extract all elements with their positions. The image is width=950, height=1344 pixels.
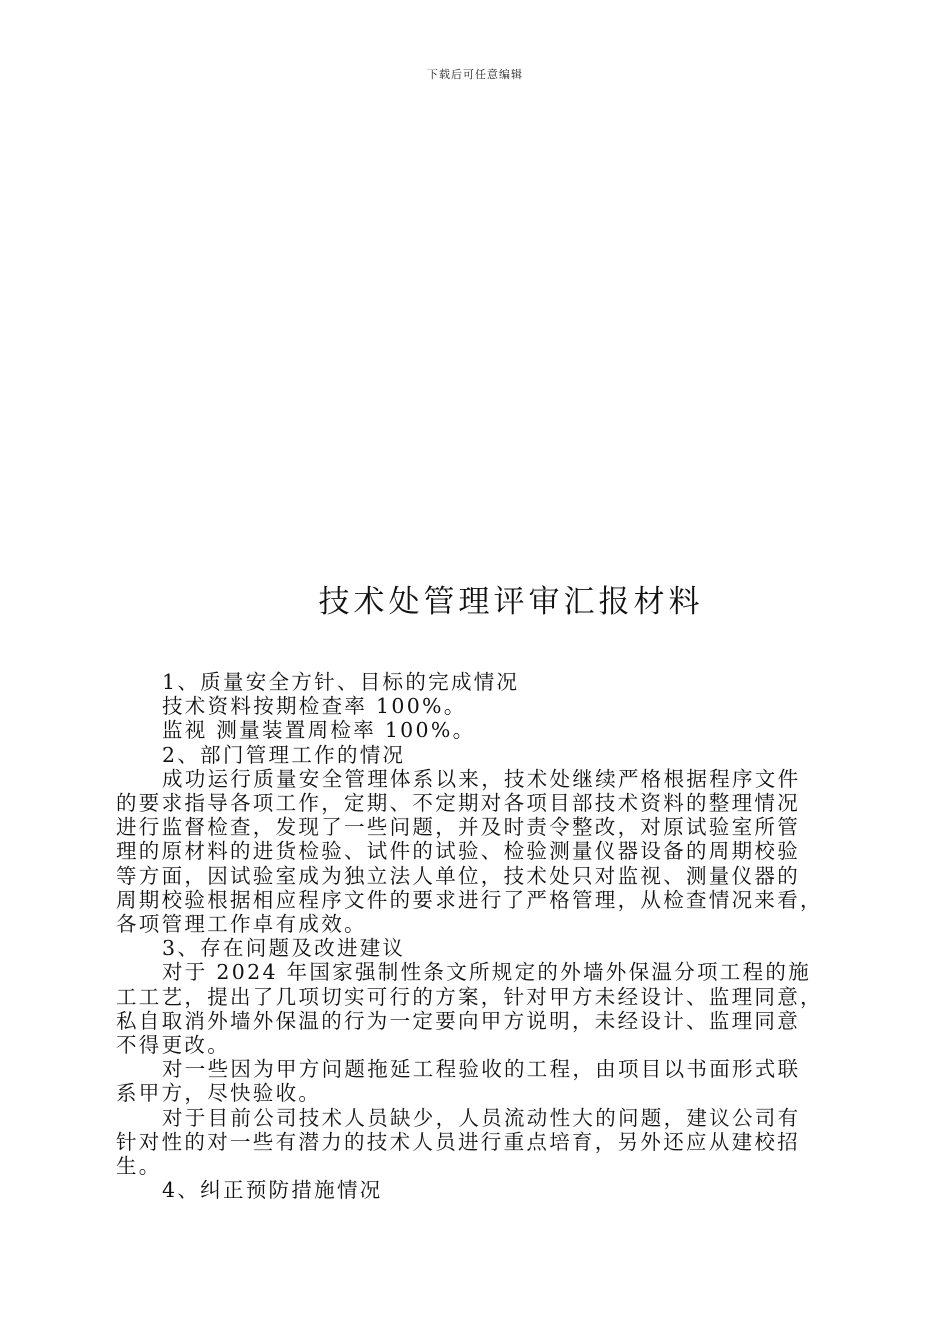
body-line: 对于目前公司技术人员缺少，人员流动性大的问题，建议公司有 [162, 1105, 801, 1130]
body-line: 系甲方，尽快验收。 [116, 1081, 322, 1106]
body-line: 2、部门管理工作的情况 [162, 742, 406, 767]
body-line: 对于 2024 年国家强制性条文所规定的外墙外保温分项工程的施 [162, 960, 812, 985]
body-line: 技术资料按期检查率 100%。 [162, 694, 467, 719]
body-line: 各项管理工作卓有成效。 [116, 912, 367, 937]
body-line: 3、存在问题及改进建议 [162, 936, 406, 961]
document-body [116, 670, 852, 1202]
body-line: 周期校验根据相应程序文件的要求进行了严格管理，从检查情况来看， [116, 887, 823, 912]
header-note: 下载后可任意编辑 [427, 68, 523, 81]
body-line: 等方面，因试验室成为独立法人单位，技术处只对监视、测量仪器的 [116, 863, 800, 888]
document-title: 技术处管理评审汇报材料 [318, 584, 704, 620]
body-line: 私自取消外墙外保温的行为一定要向甲方说明，未经设计、监理同意 [116, 1008, 800, 1033]
body-line: 进行监督检查，发现了一些问题，并及时责令整改，对原试验室所管 [116, 815, 800, 840]
body-line: 的要求指导各项工作，定期、不定期对各项目部技术资料的整理情况 [116, 791, 800, 816]
body-line: 监视 测量装置周检率 100%。 [162, 718, 476, 743]
body-line: 成功运行质量安全管理体系以来，技术处继续严格根据程序文件 [162, 766, 801, 791]
body-line: 不得更改。 [116, 1033, 230, 1058]
body-line: 1、质量安全方针、目标的完成情况 [162, 670, 520, 694]
body-line: 理的原材料的进货检验、试件的试验、检验测量仪器设备的周期校验 [116, 839, 800, 864]
body-line: 针对性的对一些有潜力的技术人员进行重点培育，另外还应从建校招 [116, 1129, 800, 1154]
body-line: 4、纠正预防措施情况 [162, 1178, 383, 1203]
body-line: 生。 [116, 1154, 162, 1179]
body-line: 对一些因为甲方问题拖延工程验收的工程，由项目以书面形式联 [162, 1057, 801, 1082]
body-line: 工工艺，提出了几项切实可行的方案，针对甲方未经设计、监理同意， [116, 984, 823, 1009]
